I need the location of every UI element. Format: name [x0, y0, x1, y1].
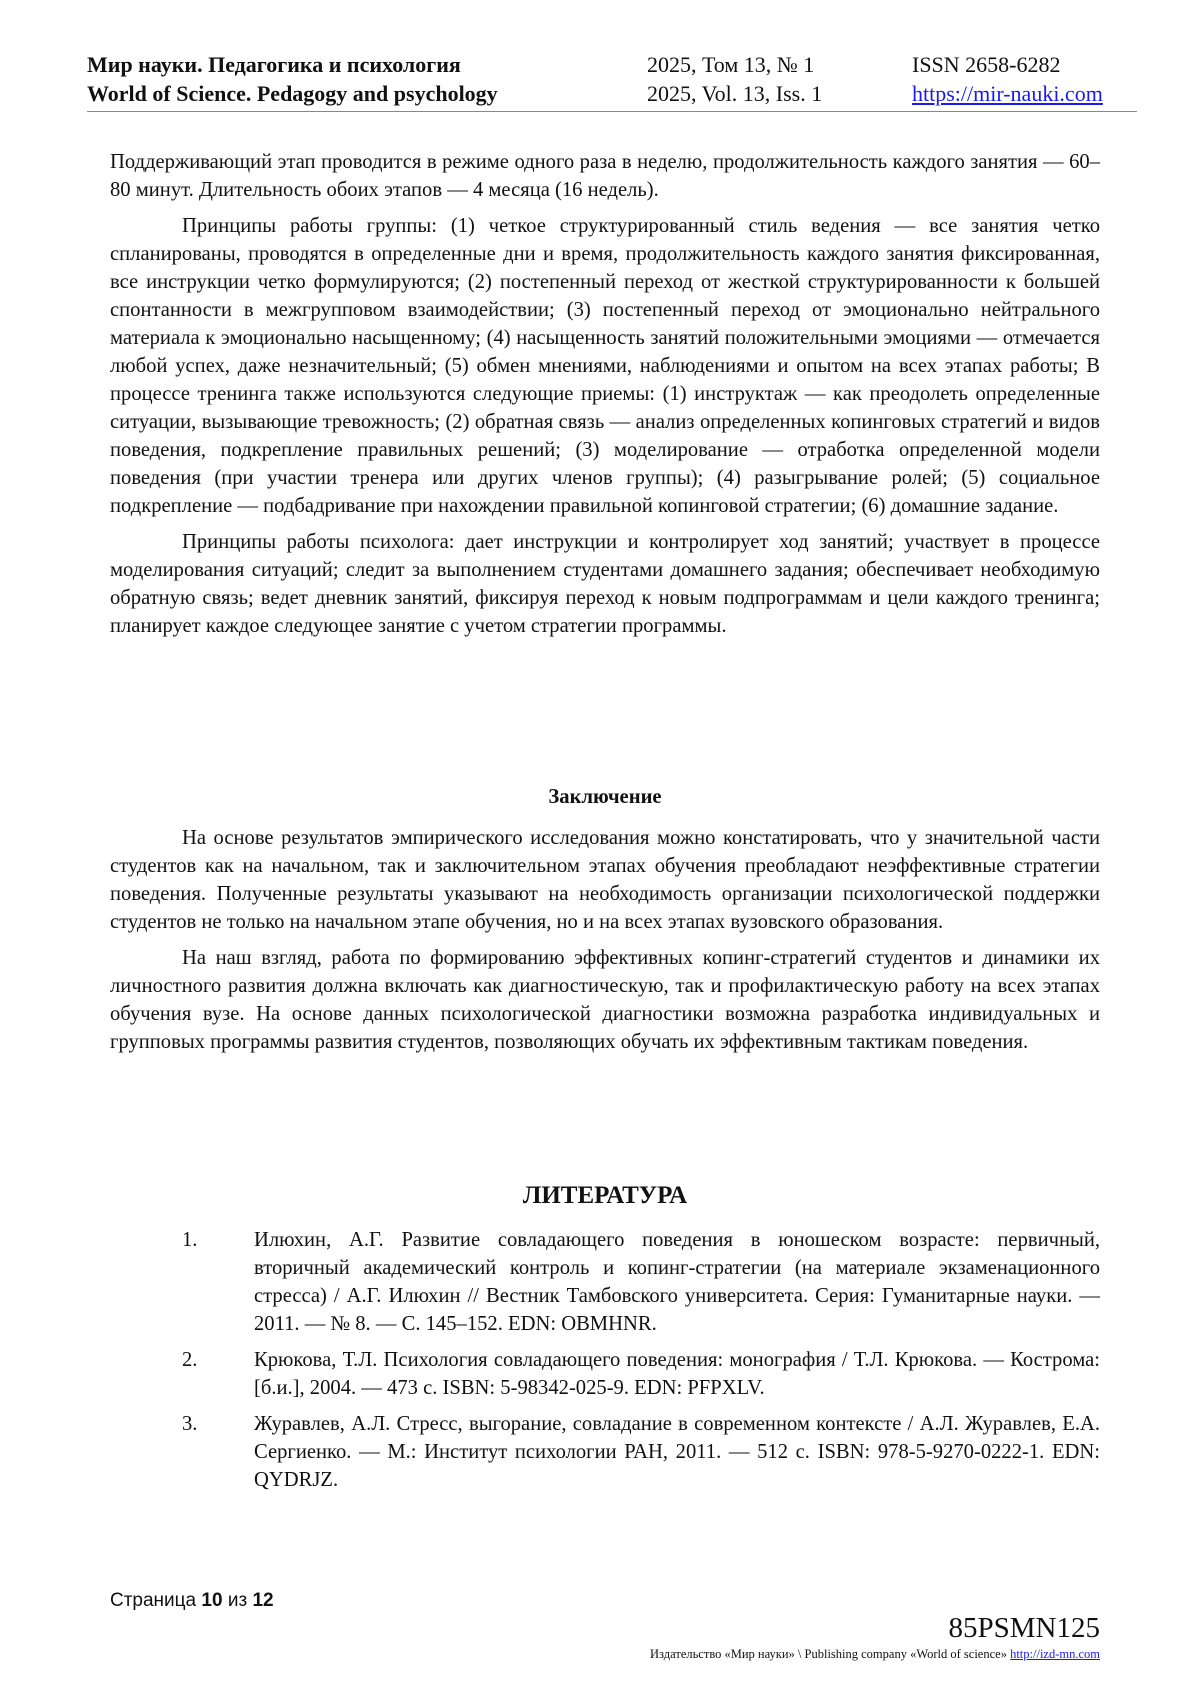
page-number [110, 1590, 274, 1612]
current-page: 10 [201, 1590, 223, 1611]
total-pages: 12 [252, 1590, 274, 1611]
reference-number: 3. [182, 1413, 198, 1435]
conclusion-heading: Заключение [548, 786, 662, 808]
references-list [110, 1226, 1100, 1502]
journal-link[interactable]: https://mir-nauki.com [912, 81, 1103, 106]
reference-item [110, 1410, 1100, 1494]
journal-title-en: World of Science. Pedagogy and psychology [87, 81, 498, 106]
journal-title-ru: Мир науки. Педагогика и психология [87, 52, 461, 77]
references-heading: ЛИТЕРАТУРА [522, 1182, 688, 1209]
publisher-link[interactable]: http://izd-mn.com [1010, 1647, 1100, 1661]
issn: ISSN 2658-6282 [912, 52, 1061, 77]
paragraph: На основе результатов эмпирического исследования можно констатировать, что у значительной части студентов как на начальном, так и заключительном этапах обучения преобладают неэффективные стратегии поведения. Полученные результаты указывают на необходимость организации психологической поддержки студентов не только на начальном этапе обучения, но и на всех этапах вузовского образования. [110, 827, 1100, 933]
publisher-line [650, 1647, 1100, 1662]
paragraph: На наш взгляд, работа по формированию эффективных копинг-стратегий студентов и динамики их личностного развития должна включать как диагностическую, так и профилактическую работу на всех этапах обучения вузе. На основе данных психологической диагностики возможна разработка индивидуальных и групповых программы развития студентов, позволяющих обучать их эффективным тактикам поведения. [110, 947, 1100, 1053]
of-label: из [227, 1590, 248, 1611]
reference-text: Журавлев, А.Л. Стресс, выгорание, совладание в современном контексте / А.Л. Журавлев, Е.А. Сергиенко. — М.: Институт психологии РАН, 2011. — 512 с. ISBN: 978-5-9270-0222-1. EDN: QYDRJZ. [254, 1413, 1100, 1491]
reference-number: 1. [182, 1229, 198, 1251]
issue-en: 2025, Vol. 13, Iss. 1 [647, 81, 823, 106]
conclusion-text [110, 824, 1100, 1064]
paragraph: Принципы работы психолога: дает инструкции и контролирует ход занятий; участвует в процессе моделирования ситуаций; следит за выполнением студентами домашнего задания; обеспечивает необходимую обратную связь; ведет дневник занятий, фиксируя переход к новым подпрограммам и цели каждого тренинга; планирует каждое следующее занятие с учетом стратегии программы. [110, 531, 1100, 637]
page-label: Страница [110, 1590, 197, 1611]
reference-text: Илюхин, А.Г. Развитие совладающего поведения в юношеском возрасте: первичный, вторичный академический контроль и копинг-стратегии (на материале экзаменационного стресса) / А.Г. Илюхин // Вестник Тамбовского университета. Серия: Гуманитарные науки. — 2011. — № 8. — С. 145–152. EDN: OBMHNR. [254, 1229, 1100, 1335]
reference-item [110, 1346, 1100, 1402]
reference-item [110, 1226, 1100, 1338]
header-divider [87, 111, 1137, 112]
paragraph: Поддерживающий этап проводится в режиме одного раза в неделю, продолжительность каждого занятия — 60–80 минут. Длительность обоих этапов — 4 месяца (16 недель). [110, 151, 1100, 201]
article-code: 85PSMN125 [948, 1612, 1100, 1644]
reference-text: Крюкова, Т.Л. Психология совладающего поведения: монография / Т.Л. Крюкова. — Кострома: [б.и.], 2004. — 473 с. ISBN: 5-98342-025-9. EDN: PFPXLV. [254, 1349, 1100, 1399]
reference-number: 2. [182, 1349, 198, 1371]
issue-ru: 2025, Том 13, № 1 [647, 52, 815, 77]
publisher-name: Издательство «Мир науки» \ Publishing company «World of science» [650, 1647, 1007, 1661]
paragraph: Принципы работы группы: (1) четкое структурированный стиль ведения — все занятия четко спланированы, проводятся в определенные дни и время, продолжительность каждого занятия фиксированная, все инструкции четко формулируются; (2) постепенный переход от жесткой структурированности к большей спонтанности в межгрупповом взаимодействии; (3) постепенный переход от эмоционально нейтрального материала к эмоционально насыщенному; (4) насыщенность занятий положительными эмоциями — отмечается любой успех, даже незначительный; (5) обмен мнениями, наблюдениями и опытом на всех этапах работы; В процессе тренинга также используются следующие приемы: (1) инструктаж — как преодолеть определенные ситуации, вызывающие тревожность; (2) обратная связь — анализ определенных копинговых стратегий и видов поведения, подкрепление правильных решений; (3) моделирование — отработка определенной модели поведения (при участии тренера или других членов группы); (4) разыгрывание ролей; (5) социальное подкрепление — подбадривание при нахождении правильной копинговой стратегии; (6) домашние задание. [110, 215, 1100, 517]
main-text [110, 148, 1100, 648]
